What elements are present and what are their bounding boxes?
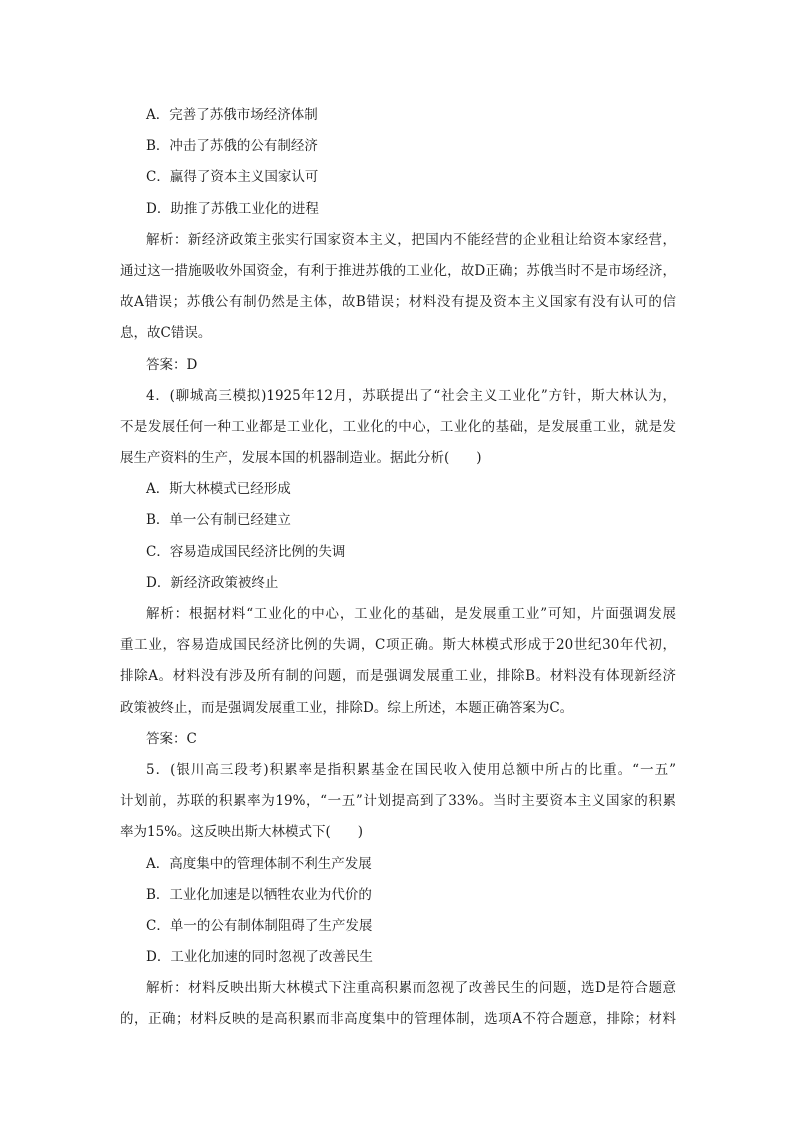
q3-option-b: B．冲击了苏俄的公有制经济 — [146, 138, 318, 155]
q4-option-d: D．新经济政策被终止 — [146, 574, 279, 591]
q4-stem-line: 不是发展任何一种工业都是工业化，工业化的中心，工业化的基础，是发展重工业，就是发 — [120, 418, 676, 435]
q4-stem-line: 4．(聊城高三模拟)1925年12月，苏联提出了“社会主义工业化”方针，斯大林认为， — [146, 387, 676, 404]
question-4 — [120, 381, 676, 755]
q5-analysis-line: 解析：材料反映出斯大林模式下注重高积累而忽视了改善民生的问题，选D是符合题意 — [146, 980, 676, 997]
q4-option-b: B．单一公有制已经建立 — [146, 512, 291, 529]
q4-option-c: C．容易造成国民经济比例的失调 — [146, 543, 346, 560]
q3-analysis-line: 解析：新经济政策主张实行国家资本主义，把国内不能经营的企业租让给资本家经营， — [146, 231, 676, 248]
q5-analysis — [120, 973, 676, 1035]
q3-analysis-line: 故A错误；苏俄公有制仍然是主体，故B错误；材料没有提及资本主义国家有没有认可的信 — [120, 294, 676, 311]
q5-stem-line: 率为15%。这反映出斯大林模式下( ) — [120, 824, 364, 841]
q5-option-c: C．单一的公有制体制阻碍了生产发展 — [146, 917, 373, 934]
q4-answer: 答案：C — [146, 730, 197, 747]
q4-analysis-line: 排除A。材料没有涉及所有制的问题，而是强调发展重工业，排除B。材料没有体现新经济 — [120, 668, 676, 685]
q3-analysis-line: 息，故C错误。 — [120, 325, 212, 342]
q3-option-a: A．完善了苏俄市场经济体制 — [146, 107, 318, 123]
q5-stem-line: 5．(银川高三段考)积累率是指积累基金在国民收入使用总额中所占的比重。“一五” — [146, 761, 676, 778]
q5-option-a: A．高度集中的管理体制不利生产发展 — [146, 855, 372, 872]
question-5 — [120, 755, 676, 1036]
q5-option-d: D．工业化加速的同时忽视了改善民生 — [146, 949, 373, 966]
document-page — [120, 100, 676, 1036]
q3-option-d: D．助推了苏俄工业化的进程 — [146, 200, 319, 217]
q4-analysis-line: 重工业，容易造成国民经济比例的失调，C项正确。斯大林模式形成于20世纪30年代初， — [120, 637, 676, 654]
q3-option-c: C．赢得了资本主义国家认可 — [146, 169, 319, 186]
q4-option-a: A．斯大林模式已经形成 — [146, 481, 291, 498]
q3-answer: 答案：D — [146, 356, 198, 373]
q5-stem-line: 计划前，苏联的积累率为19%，“一五”计划提高到了33%。当时主要资本主义国家的积累 — [120, 793, 676, 810]
q5-analysis-line: 的，正确；材料反映的是高积累而非高度集中的管理体制，选项A不符合题意，排除；材料 — [120, 1011, 676, 1028]
q4-analysis-line: 解析：根据材料“工业化的中心，工业化的基础，是发展重工业”可知，片面强调发展 — [146, 606, 676, 622]
q4-analysis-line: 政策被终止，而是强调发展重工业，排除D。综上所述，本题正确答案为C。 — [120, 699, 574, 716]
q4-analysis — [120, 599, 676, 724]
q3-analysis-line: 通过这一措施吸收外国资金，有利于推进苏俄的工业化，故D正确；苏俄当时不是市场经济， — [120, 262, 676, 279]
q3-analysis — [120, 225, 676, 350]
q5-option-b: B．工业化加速是以牺牲农业为代价的 — [146, 886, 372, 903]
q4-stem-line: 展生产资料的生产，发展本国的机器制造业。据此分析( ) — [120, 450, 482, 467]
question-3 — [120, 100, 676, 381]
